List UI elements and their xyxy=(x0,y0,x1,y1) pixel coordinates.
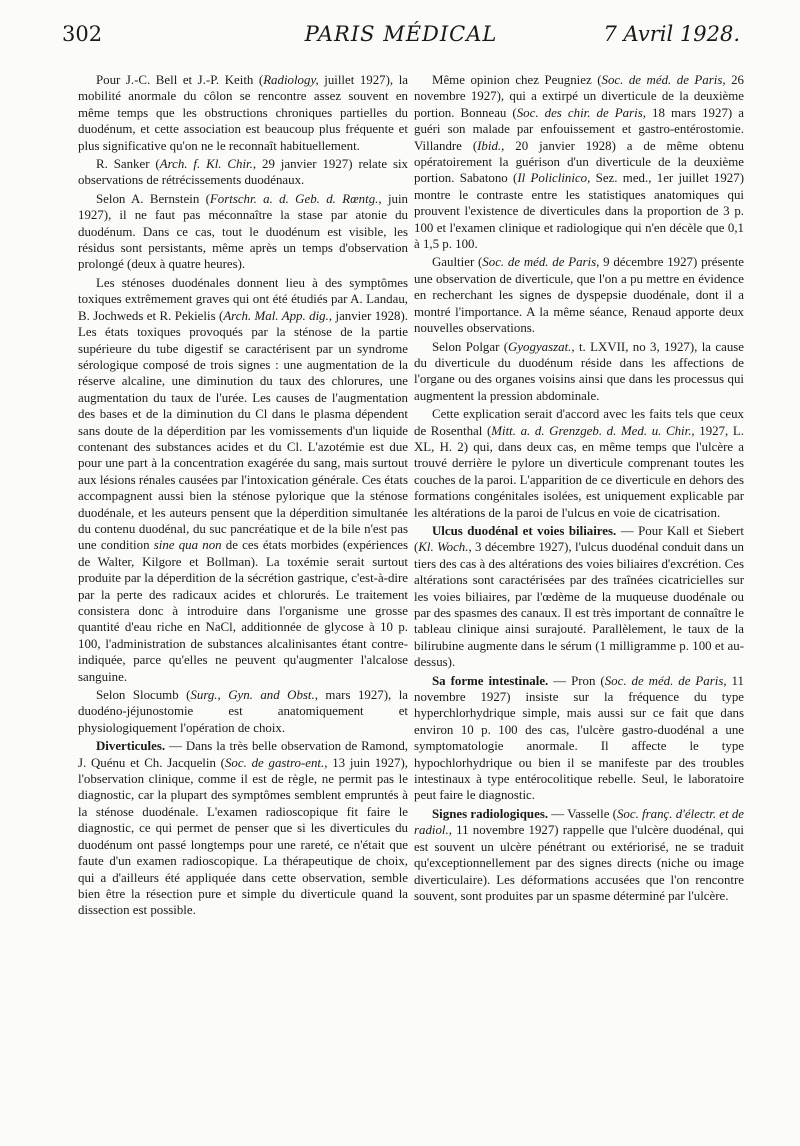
text-run: mars 1927), la duodéno-jéjunostomie est anatomiquement et physiologiquement l'opération de choix. xyxy=(78,688,409,735)
text-run: Sez. med., 1er juillet 1927) montre le contraste entre les statistiques anatomiques qui prouvent l'existence de diverticules dans la proportion de 3 p. 100 et l'examen clinique et radiologique qui n'en décèle que 0,1 à 1,5 p. 100. xyxy=(414,171,744,252)
paragraph xyxy=(78,156,408,189)
citation: Il Policlinico, xyxy=(517,171,591,186)
citation: Kl. Woch., xyxy=(418,540,472,555)
text-run: 18 mars 1927) a guéri son malade par enfouissement et gastro-entérostomie. Villandre ( xyxy=(414,105,744,153)
paragraph xyxy=(78,738,408,918)
text-run: 20 janvier 1928) a de même obtenu opératoirement la guérison d'un diverticule de la deuxième portion. Sabatono ( xyxy=(414,138,745,186)
citation: Gyogyaszat., xyxy=(508,339,575,354)
citation: Fortschr. a. d. Geb. d. Rœntg., xyxy=(209,191,382,206)
section-heading: Ulcus duodénal et voies biliaires. xyxy=(432,523,617,538)
text-run: R. Sanker ( xyxy=(96,157,160,172)
paragraph xyxy=(414,406,744,521)
text-run: 9 décembre 1927) présente une observation de diverticule, que l'on a pu mettre en évidence en recherchant les signes de dyspepsie duodénale, dont il a montré l'importance. A la même séance, Renaud apporte deux nouvelles observations. xyxy=(414,255,745,336)
citation: Arch. Mal. App. dig., xyxy=(223,308,333,323)
text-run: Selon Slocumb ( xyxy=(96,688,191,703)
page-number: 302 xyxy=(62,22,103,46)
section-heading: Sa forme intestinale. xyxy=(432,673,549,688)
right-column xyxy=(414,72,744,906)
text-run: juin 1927), il ne faut pas méconnaître la stase par atonie du duodénum. Dans ce cas, tout le duodénum est visible, les résidus sont persistants, même après un temps d'observation prolongé (deux à quatre heures). xyxy=(78,191,409,272)
paragraph xyxy=(78,275,408,685)
citation: Soc. franç. d'électr. et de radiol., xyxy=(414,806,744,838)
text-run: Même opinion chez Peugniez ( xyxy=(432,73,602,87)
section-heading: Diverticules. xyxy=(96,739,166,754)
paragraph xyxy=(414,523,744,671)
paragraph xyxy=(414,806,744,904)
text-run: 3 décembre 1927), l'ulcus duodénal conduit dans un tiers des cas à des altérations des voies biliaires d'excrétion. Ces altérations sont caractérisées par des traînées cicatricielles sur les voies biliaires, par l'œdème de la muqueuse duodénale ou par des spasmes des canaux. Il est très important de connaître le tableau clinique ainsi surajouté. Parallèlement, le taux de la bilirubine augmente dans le sérum (1 milligramme p. 100 et au-dessus). xyxy=(414,540,744,670)
paragraph xyxy=(414,673,744,804)
issue-date: 7 Avril 1928. xyxy=(603,22,740,46)
text-run: 11 novembre 1927) insiste sur la fréquence du type hyperchlorhydrique simple, mais aussi sur ce fait que dans environ 10 p. 100 des cas, l'ulcère gastro-duodénal a une symptomatologie anormale. Il affecte le type hypochlorhydrique ou bien il se manifeste par des troubles intestinaux à type entérocolitique rebelle. Seul, le laboratoire peut faire le diagnostic. xyxy=(414,673,744,803)
citation: Soc. de gastro-ent., xyxy=(224,755,328,770)
citation: Radiology, xyxy=(263,73,319,87)
citation: Soc. de méd. de Paris, xyxy=(482,255,600,270)
paragraph xyxy=(78,72,408,154)
text-run: janvier 1928). Les états toxiques provoqués par la sténose de la partie supérieure du tube digestif se caractérisent par un syndrome sérologique composé de trois signes : une augmentation de la réserve alcaline, une diminution du taux des chlorures, une augmentation du taux de l'urée. Les causes de l'augmentation des bases et de la diminution du Cl dans le plasma dépendent sans doute de la déperdition par les vomissements d'un liquide contenant des substances acides et du Cl. L'azotémie est due pour une part à la concentration exagérée du sang, mais surtout aux lésions rénales causées par l'intoxication générale. Ces états accompagnent aussi bien la sténose pylorique que la sténose duodénale, et les auteurs pensent que la déperdition simultanée du contenu duodénal, du suc pancréatique et de la bile n'est pas une condition xyxy=(78,308,408,553)
paragraph xyxy=(414,72,744,252)
text-run: 26 novembre 1927), qui a extirpé un diverticule de la deuxième portion. Bonneau ( xyxy=(414,73,744,120)
citation: Ibid., xyxy=(477,138,505,153)
text-run: Selon A. Bernstein ( xyxy=(96,191,210,206)
text-run: — Dans la très belle observation de Ramond, J. Quénu et Ch. Jacquelin ( xyxy=(78,739,408,770)
paragraph xyxy=(414,339,744,405)
citation: sine qua non xyxy=(153,538,222,553)
text-run: Pour J.-C. Bell et J.-P. Keith ( xyxy=(96,73,264,87)
text-run: Gaultier ( xyxy=(432,255,483,270)
text-run: — Vasselle ( xyxy=(548,806,617,821)
text-run: Les sténoses duodénales donnent lieu à des symptômes toxiques extrêmement graves qui ont été étudiés par A. Landau, B. Jochweds et R. Pekielis ( xyxy=(78,275,408,323)
text-run: Selon Polgar ( xyxy=(432,339,509,354)
citation: Surg., Gyn. and Obst., xyxy=(190,688,318,703)
text-run: 13 juin 1927), l'observation clinique, comme il est de règle, ne permit pas le diagnostic, car la plupart des symptômes semblent empruntés à la sténose duodénale. L'examen radioscopique fit faire le diagnostic, ce qui permet de penser que si les diverticules du duodénum ont passé longtemps pour une rareté, ce n'était que faute d'un examen radioscopique. La thérapeutique de choix, qui a d'ailleurs été appliquée dans cette observation, semble bien être la résection pure et simple du diverticule quand la dissection est possible. xyxy=(78,755,408,918)
text-run: — Pron ( xyxy=(548,673,605,688)
citation: Soc. de méd. de Paris, xyxy=(601,73,726,87)
journal-title: PARIS MÉDICAL xyxy=(304,22,498,46)
citation: Mitt. a. d. Grenzgeb. d. Med. u. Chir., xyxy=(491,423,695,438)
citation: Soc. de méd. de Paris, xyxy=(604,673,727,688)
citation: Arch. f. Kl. Chir., xyxy=(159,157,257,172)
text-run: 11 novembre 1927) rappelle que l'ulcère duodénal, qui est souvent un ulcère pénétrant ou extériorisé, ne se traduit qu'exceptionnellement par des signes directs (niche ou image diverticulaire). Les déformations accusées que l'on rencontre souvent, sont produites par un spasme déterminé par l'ulcère. xyxy=(414,823,744,903)
section-heading: Signes radiologiques. xyxy=(432,806,549,821)
text-run: 1927, L. XL, H. 2) qui, dans deux cas, en même temps que l'ulcère a trouvé derrière le pylore un diverticule comprenant toutes les couches de la paroi. L'apparition de ce diverticule en dehors des formations congénitales isolées, est uniquement explicable par les altérations de la paroi de l'ulcus en voie de cicatrisation. xyxy=(414,423,745,520)
text-run: 29 janvier 1927) relate six observations de rétrécissements duodénaux. xyxy=(78,157,409,188)
text-run: de ces états morbides (expériences de Walter, Kilgore et Bollman). La toxémie serait surtout produite par la déperdition de la sécrétion gastrique, c'est-à-dire par la perte des radicaux acides et chlorurés. Le traitement consistera donc à introduire dans l'organisme une grosse quantité d'eau riche en NaCl, additionnée de glycose à 10 p. 100, l'administration de substances alcalinisantes étant contre-indiquée, parce qu'elles ne peuvent qu'augmenter l'alcalose sanguine. xyxy=(78,538,408,684)
text-run: — Pour Kall et Siebert ( xyxy=(414,523,744,555)
text-run: juillet 1927), la mobilité anormale du côlon se rencontre assez souvent en même temps que les obstructions chroniques partielles du duodénum, et cette association est beaucoup plus fréquente et plus significative qu'on ne le reconnaît habituellement. xyxy=(78,73,408,153)
paragraph xyxy=(78,191,408,273)
text-run: t. LXVII, no 3, 1927), la cause du diverticule du duodénum réside dans les affections de l'organe ou des organes voisins ainsi que dans les processus qui augmentent la pression abdominale. xyxy=(414,339,744,403)
citation: Soc. des chir. de Paris, xyxy=(516,105,646,120)
paragraph xyxy=(78,687,408,736)
page-header xyxy=(62,22,740,54)
text-run: Cette explication serait d'accord avec les faits tels que ceux de Rosenthal ( xyxy=(414,407,744,438)
paragraph xyxy=(414,254,744,336)
left-column xyxy=(78,72,408,921)
